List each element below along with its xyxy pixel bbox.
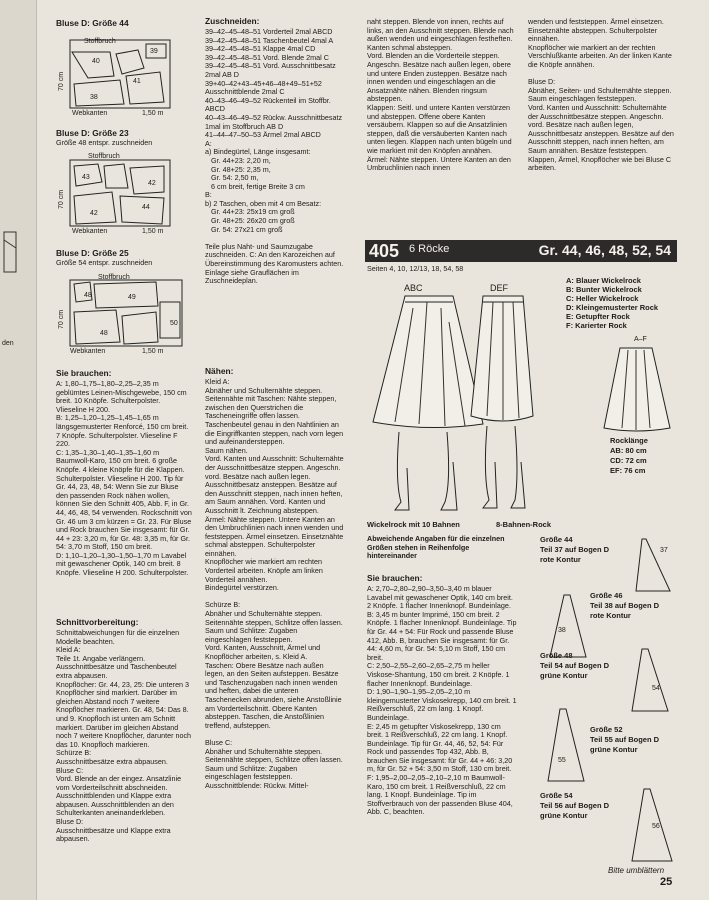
label-70cm-2: 70 cm <box>58 189 66 210</box>
length-cd: CD: 72 cm <box>610 456 647 465</box>
label-41: 41 <box>133 78 141 85</box>
label-stoffbruch: Stoffbruch <box>84 38 116 45</box>
section-title-zuschneiden: Zuschneiden: <box>205 16 260 26</box>
label-stoffbruch-2: Stoffbruch <box>88 153 120 160</box>
size-contour-1: rote Kontur <box>590 611 631 620</box>
banner-title: 6 Röcke <box>409 243 450 255</box>
length-ab: AB: 80 cm <box>610 446 647 455</box>
cutting-diagram-25 <box>60 272 190 352</box>
banner-pages: Seiten 4, 10, 12/13, 18, 54, 58 <box>367 264 464 273</box>
label-39: 39 <box>150 48 158 55</box>
label-webkanten-3: Webkanten <box>70 348 106 355</box>
size-contour-2: grüne Kontur <box>540 671 588 680</box>
diagram-sub-23: Größe 48 entspr. zuschneiden <box>56 138 153 147</box>
back-view-label: A–F <box>634 336 647 343</box>
cutting-text: 39–42–45–48–51 Vorderteil 2mal ABCD 39–42–45–48–51 Taschenbeutel 4mal A 39–42–45–48–51 Klappe 4mal CD 39–42–45–48–51 Vord. Blende 2mal C 39–42–45–48–51 Vord. Ausschnittbesatz 2mal AB D 39+40–42+43–45+46–48+49–51+52 Ausschnittblende 2mal C 40–43–46–49–52 Rückenteil im Stoffbr. ABCD 40–43–46–49–52 Rückw. Ausschnittbesatz 1mal im Stoffbruch AB D 41–44–47–50–53 Ärmel 2mal ABCD A: a) Bindegürtel, Länge insgesamt: Gr. 44+23: 2,20 m, Gr. 48+25: 2,35 m, Gr. 54: 2,50 m, 6 cm breit, fertige Breite 3 cm B: b) 2 Taschen, oben mit 4 cm Besatz: Gr. 44+23: 25x19 cm groß Gr. 48+25: 26x20 cm groß Gr. 54: 27x21 cm groß Teile plus Naht- und Saumzugabe zuschneiden. C: An den Karozeichen auf Übereinstimmung des Karomusters achten. Einlage siehe Grauflächen im Zuschneideplan. <box>205 27 344 286</box>
label-43: 43 <box>82 174 90 181</box>
size-num-2: 54 <box>652 685 660 692</box>
label-width-2: 1,50 m <box>142 228 164 235</box>
label-48b: 48 <box>100 330 108 337</box>
size-grade-1: Größe 46 <box>590 591 623 600</box>
skirt-label-abc: ABC <box>404 283 423 293</box>
preparation-text: Schnittabweichungen für die einzelnen Modelle beachten. Kleid A: Teile 1t. Angabe verlängern. Ausschnittbesätze und Taschenbeutel extra abpausen. Knopflöcher: Gr. 44, 23, 25: Die unteren 3 Knopflöcher sind markiert. Darüber im gleichen Abstand noch 7 weitere Knopflöcher markieren. Gr. 48, 54: Das 8. und 9. Knopfloch ist unten am Schnitt markiert. Darüber im gleichen Abstand noch 7 weitere Knopflöcher, darunter noch das 10. Knopfloch markieren. Schürze B: Ausschnittbesätze extra abpausen. Bluse C: Vord. Blende an der eingez. Ansatzlinie vom Vorderteilschnitt abschneiden. Ausschnittblenden und Klappe extra abpausen. Ausschnittblenden an den Schulterkanten aneinanderkleben. Bluse D: Ausschnittbesätze und Klappe extra abpausen. <box>56 628 192 844</box>
size-grade-4: Größe 54 <box>540 791 573 800</box>
materials-text: A: 1,80–1,75–1,80–2,25–2,35 m geblümtes Leinen-Mischgewebe, 150 cm breit. 10 Knöpfe. Schulterpolster. Vlieseline H 200. B: 1,25–1,20–1,25–1,45–1,65 m längsgemusterter Renforcé, 150 cm breit. 7 Knöpfe. Schulterpolster. Vlieseline F 220. C: 1,35–1,30–1,40–1,35–1,60 m Baumwoll-Karo, 150 cm breit. 6 große Knöpfe. 4 kleine Knöpfe für die Klappen. Schulterpolster. Vlieseline H 200. Tip für Gr. 44, 23, 48, 54: Wenn Sie zur Bluse den passenden Rock nähen wollen, können Sie den Schnitt 405, Abb. F, in Gr. 44, 46, 48, 54 verwenden. Rockschnitt von Gr. 46 um 3 cm kürzen = Gr. 23. Für Bluse und Rock brauchen Sie insgesamt: für Gr. 44 + 23: 3,20 m, für Gr. 48: 3,35 m, für Gr. 54: 3,70 m Stoff, 150 cm breit. D: 1,10–1,20–1,30–1,50–1,70 m Lavabel mit gewaschener Optik, 140 cm breit. 8 Knöpfe. Vlieseline H 200. Schulterpolster. <box>56 379 192 578</box>
skirt-label-def: DEF <box>490 283 508 293</box>
size-part-2: Teil 54 auf Bogen D <box>540 661 610 670</box>
diagram-sub-25: Größe 54 entspr. zuschneiden <box>56 258 153 267</box>
caption-8-bahnen: 8-Bahnen-Rock <box>496 520 552 529</box>
materials-text-2: A: 2,70–2,80–2,90–3,50–3,40 m blauer Lavabel mit gewaschener Optik, 140 cm breit. 2 Knöpfe. 1 flacher Innenknopf. Bundeinlage. B: 3,45 m bunter Imprimé, 150 cm breit. 2 Knöpfe. 1 flacher Innenknopf. Bundeinlage. Tip für Gr. 44 + 54: Für Rock und passende Bluse 412, Abb. B, brauchen Sie insgesamt: für Gr. 44: 4,60 m, für Gr. 54: 5,10 m Stoff, 150 cm breit. C: 2,50–2,55–2,60–2,65–2,75 m heller Viskose-Shantung, 150 cm breit. 2 Knöpfe. 1 flacher Innenknopf. Bundeinlage. D: 1,90–1,90–1,95–2,05–2,10 m kleingemusterter Viskosekrepp, 140 cm breit. 1 Reißverschluß, 22 cm lang. 1 Knopf. Bundeinlage. E: 2,45 m getupfter Viskosekrepp, 130 cm breit. 1 Reißverschluß, 22 cm lang. 1 Knopf. Bundeinlage. Tip für Gr. 44, 46, 52, 54: Für Rock und passendes Top 432, Abb. B, brauchen Sie insgesamt: für Gr. 44 + 46: 3,20 m, für Gr. 52 + 54: 3,50 m Stoff, 130 cm breit. F: 1,95–2,00–2,05–2,10–2,10 m Baumwoll-Karo, 150 cm breit. 1 Reißverschluß, 22 cm lang. 1 Knopf. Bundeinlage. Tip im Stoffverbrauch von der passenden Bluse 404, Abb. C, beachten. <box>367 584 517 817</box>
diagram-title-23: Bluse D: Größe 23 <box>56 128 129 138</box>
section-title-schnittvorbereitung: Schnittvorbereitung: <box>56 617 139 627</box>
binding-spine <box>0 0 37 900</box>
banner-sizes: Gr. 44, 46, 48, 52, 54 <box>538 242 671 258</box>
legend-d: D: Kleingemusterter Rock <box>566 303 659 312</box>
diagram-title-44: Bluse D: Größe 44 <box>56 18 129 28</box>
section-title-sie-brauchen-2: Sie brauchen: <box>367 573 423 583</box>
size-thumb-54 <box>630 645 670 715</box>
size-num-4: 56 <box>652 823 660 830</box>
page-number: 25 <box>660 876 673 888</box>
size-part-0: Teil 37 auf Bogen D <box>540 545 610 554</box>
size-contour-0: rote Kontur <box>540 555 581 564</box>
sewing-text: Kleid A: Abnäher und Schulternähte steppen. Seitennähte mit Taschen: Nähte steppen, zwischen den Querstrichen die Tascheneingriffe offen lassen. Taschenbeutel genau in den Nahtlinien an die Eingriffkanten steppen, nach vorn legen und aufeinandersteppen. Saum nähen. Vord. Kanten und Ausschnitt: Schulternähte der Ausschnittbesätze steppen. Angeschn. vord. Besätze nach außen legen. Ausschnittbesatz ansteppen. Besätze auf den Ausschnitt steppen, nach innen heften, am Saum annähen. Vord. Kanten und Ausschnitt lt. Zeichnung absteppen. Ärmel: Nähte steppen. Untere Kanten an den Umbruchlinien nach innen wenden und feststeppen. Ärmel einsetzen. Einsetznähte schmal absteppen. Schulterpolster einnähen. Knopflöcher wie markiert am rechten Vorderteil arbeiten. Knöpfe am linken Vorderteil annähen. Bindegürtel verstürzen. Schürze B: Abnäher und Schulternähte steppen. Seitennähte steppen, Schlitze offen lassen. Saum und Schlitze: Zugaben eingeschlagen feststeppen. Vord. Kanten, Ausschnitt, Ärmel und Knopflöcher arbeiten, s. Kleid A. Taschen: Obere Besätze nach außen legen, an den Seiten aufsteppen. Besätze und Taschenzugaben nach innen wenden und heften, dabei die unteren Taschenecken abrunden, siehe Anstoßlinie am Vorderteilschnitt. Obere Kanten absteppen. Taschen, die Anstoßlinien treffend, aufsteppen. Bluse C: Abnäher und Schulternähte steppen. Seitennähte steppen, Schlitze offen lassen. Saum und Schlitze: Zugaben eingeschlagen feststeppen. Ausschnittblende: Rückw. Mittel- <box>205 377 344 790</box>
size-list <box>540 535 680 875</box>
sewing-text-cont: naht steppen. Blende von innen, rechts auf links, an den Ausschnitt steppen. Blende nach außen wenden und eingeschlagen festheften. Kanten schmal absteppen. Vord. Blenden an die Vorderteile steppen. Angeschn. Besätze nach außen legen, obere und untere Enden zusteppen. Besätze nach innen wenden und eingeschlagen an die Ansatznähte nähen. Blenden ringsum absteppen. Klappen: Seitl. und untere Kanten verstürzen und absteppen. Offene obere Kanten versäubern. Klappen so auf die Ansatzlinien steppen, daß die versäuberten Kanten nach unten liegen. Klappen nach unten bügeln und wie markiert mit den Knöpfen annähen. Ärmel: Nähte steppen. Untere Kanten an den Umbruchlinien nach innen <box>367 17 514 173</box>
legend-f: F: Karierter Rock <box>566 321 627 330</box>
size-thumb-55 <box>546 705 586 785</box>
size-num-0: 37 <box>660 547 668 554</box>
section-title-naehen: Nähen: <box>205 366 234 376</box>
label-44: 44 <box>142 204 150 211</box>
label-48a: 48 <box>84 292 92 299</box>
cutting-diagram-23 <box>60 152 180 232</box>
label-width-3: 1,50 m <box>142 348 164 355</box>
size-contour-3: grüne Kontur <box>590 745 638 754</box>
label-70cm-3: 70 cm <box>58 309 66 330</box>
legend-e: E: Getupfter Rock <box>566 312 630 321</box>
label-38: 38 <box>90 94 98 101</box>
size-grade-3: Größe 52 <box>590 725 623 734</box>
length-title: Rocklänge <box>610 436 648 445</box>
legend-b: B: Bunter Wickelrock <box>566 285 642 294</box>
size-grade-0: Größe 44 <box>540 535 573 544</box>
legend-a: A: Blauer Wickelrock <box>566 276 641 285</box>
skirt-illustrations <box>365 292 535 517</box>
banner-number: 405 <box>369 241 400 261</box>
label-42b: 42 <box>90 210 98 217</box>
section-title-sie-brauchen: Sie brauchen: <box>56 368 112 378</box>
label-49: 49 <box>128 294 136 301</box>
turn-page-note: Bitte umblättern <box>608 866 665 875</box>
intro-text: Abweichende Angaben für die einzelnen Größen stehen in Reihenfolge hintereinander <box>367 534 507 561</box>
size-thumb-37 <box>632 535 672 595</box>
label-70cm: 70 cm <box>58 71 66 92</box>
size-part-4: Teil 56 auf Bogen D <box>540 801 610 810</box>
size-grade-2: Größe 48 <box>540 651 573 660</box>
label-webkanten: Webkanten <box>72 110 108 117</box>
pattern-banner <box>365 240 677 262</box>
skirt-back-view <box>600 344 674 434</box>
size-contour-4: grüne Kontur <box>540 811 588 820</box>
diagram-title-25: Bluse D: Größe 25 <box>56 248 129 258</box>
label-width: 1,50 m <box>142 110 164 117</box>
length-ef: EF: 76 cm <box>610 466 646 475</box>
size-part-3: Teil 55 auf Bogen D <box>590 735 660 744</box>
caption-wickelrock: Wickelrock mit 10 Bahnen <box>367 520 460 529</box>
size-num-1: 38 <box>558 627 566 634</box>
size-part-1: Teil 38 auf Bogen D <box>590 601 660 610</box>
label-40: 40 <box>92 58 100 65</box>
sewing-text-cont-2: wenden und feststeppen. Ärmel einsetzen. Einsetznähte absteppen. Schulterpolster einnähen. Knopflöcher wie markiert an der rechten Verschlußkante arbeiten. An der linken Kante die Knöpfe annähen. Bluse D: Abnäher, Seiten- und Schulternähte steppen. Saum eingeschlagen feststeppen. Vord. Kanten und Ausschnitt: Schulternähte der Ausschnittbesätze steppen. Angeschn. vord. Besätze nach außen legen, Ausschnittbesatz ansteppen. Besätze auf den Ausschnitt steppen, nach innen heften, am Saum annähen. Besätze feststeppen. Klappen, Ärmel, Knopflöcher wie bei Bluse C arbeiten. <box>528 17 674 173</box>
label-50: 50 <box>170 320 178 327</box>
size-num-3: 55 <box>558 757 566 764</box>
label-stoffbruch-3: Stoffbruch <box>98 274 130 281</box>
skirt-legend <box>566 276 658 330</box>
label-42a: 42 <box>148 180 156 187</box>
cutting-diagram-44 <box>60 36 180 116</box>
label-webkanten-2: Webkanten <box>72 228 108 235</box>
spine-text: den <box>2 340 14 347</box>
legend-c: C: Heller Wickelrock <box>566 294 639 303</box>
